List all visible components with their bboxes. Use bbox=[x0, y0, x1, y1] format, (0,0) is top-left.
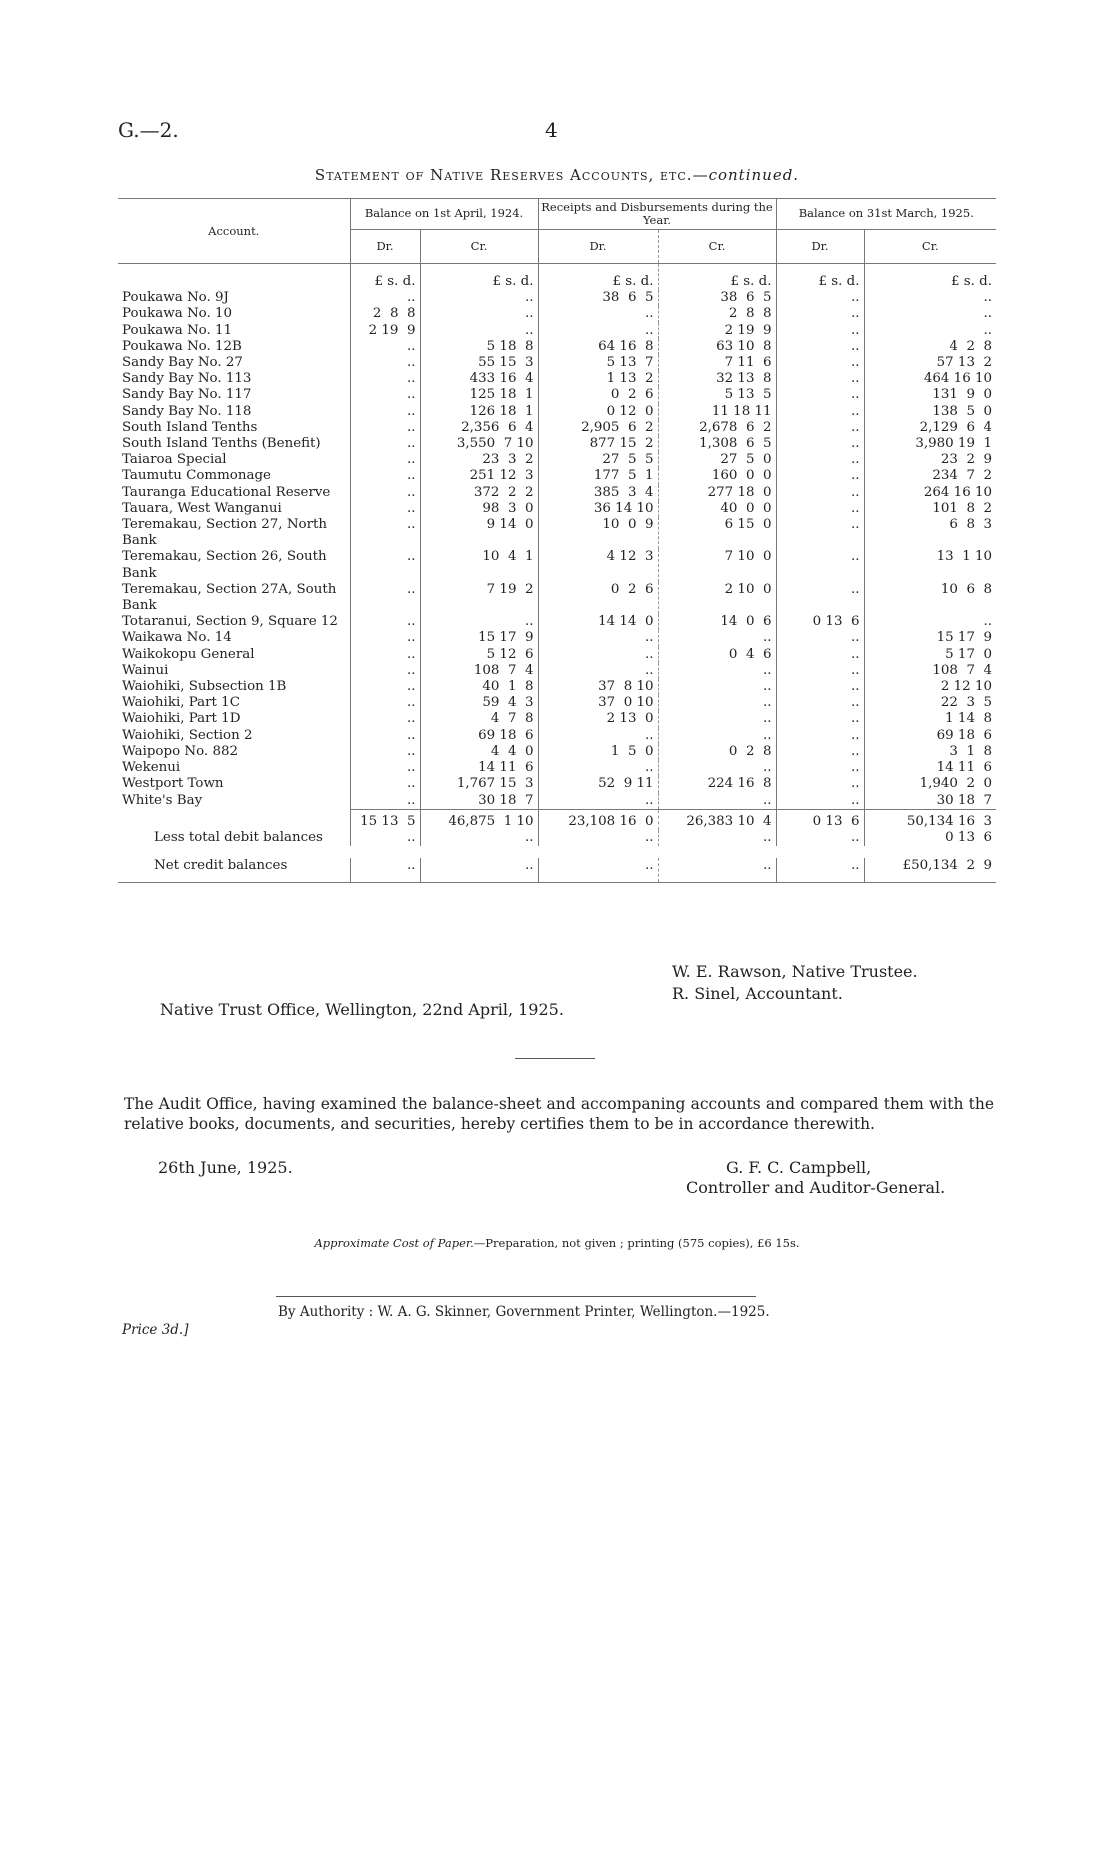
total-cell: 46,875 1 10 bbox=[420, 809, 538, 830]
amount-cell: .. bbox=[776, 711, 864, 727]
amount-cell: 108 7 4 bbox=[864, 663, 996, 679]
account-name: Poukawa No. 12B bbox=[122, 338, 242, 354]
amount-cell: 0 12 0 bbox=[538, 404, 658, 420]
amount-cell: 131 9 0 bbox=[864, 387, 996, 403]
table-row bbox=[118, 711, 996, 727]
header-dr-1924: Dr. bbox=[350, 230, 420, 264]
amount-cell: .. bbox=[776, 452, 864, 468]
divider bbox=[515, 1058, 595, 1059]
table-row bbox=[118, 728, 996, 744]
amount-cell: .. bbox=[776, 695, 864, 711]
table-row bbox=[118, 436, 996, 452]
signature-trustee: W. E. Rawson, Native Trustee. bbox=[672, 962, 918, 981]
amount-cell: .. bbox=[350, 582, 420, 614]
amount-cell: 63 10 8 bbox=[658, 339, 776, 355]
amount-cell: 108 7 4 bbox=[420, 663, 538, 679]
account-name: Taiaroa Special bbox=[122, 452, 227, 468]
amount-cell: .. bbox=[350, 793, 420, 810]
amount-cell: 27 5 0 bbox=[658, 452, 776, 468]
amount-cell: 126 18 1 bbox=[420, 404, 538, 420]
amount-cell: 0 2 6 bbox=[538, 582, 658, 614]
amount-cell: .. bbox=[350, 436, 420, 452]
amount-cell: 22 3 5 bbox=[864, 695, 996, 711]
header-receipts-year: Receipts and Disbursements during the Year. bbox=[538, 199, 776, 230]
amount-cell: .. bbox=[350, 355, 420, 371]
footer-rule bbox=[276, 1296, 756, 1297]
less-cell: .. bbox=[350, 830, 420, 846]
amount-cell: 40 0 0 bbox=[658, 501, 776, 517]
amount-cell: .. bbox=[538, 323, 658, 339]
amount-cell: 69 18 6 bbox=[864, 728, 996, 744]
amount-cell: .. bbox=[350, 776, 420, 792]
amount-cell: 138 5 0 bbox=[864, 404, 996, 420]
amount-cell: 38 6 5 bbox=[538, 290, 658, 306]
less-cell: .. bbox=[538, 830, 658, 846]
table-row bbox=[118, 679, 996, 695]
header-dr-year: Dr. bbox=[538, 230, 658, 264]
page-title bbox=[0, 166, 1114, 184]
amount-cell: 0 13 6 bbox=[776, 614, 864, 630]
amount-cell: 2 8 8 bbox=[658, 306, 776, 322]
amount-cell: 13 1 10 bbox=[864, 549, 996, 581]
amount-cell: .. bbox=[776, 728, 864, 744]
amount-cell: 372 2 2 bbox=[420, 485, 538, 501]
account-name: Waiohiki, Part 1C bbox=[122, 695, 240, 711]
table-row bbox=[118, 663, 996, 679]
table-row bbox=[118, 452, 996, 468]
amount-cell: .. bbox=[776, 663, 864, 679]
amount-cell: 14 11 6 bbox=[864, 760, 996, 776]
amount-cell: .. bbox=[776, 485, 864, 501]
amount-cell: 36 14 10 bbox=[538, 501, 658, 517]
amount-cell: .. bbox=[350, 501, 420, 517]
total-cell: 50,134 16 3 bbox=[864, 809, 996, 830]
page-number: 4 bbox=[545, 118, 558, 142]
amount-cell: .. bbox=[350, 614, 420, 630]
table-row bbox=[118, 614, 996, 630]
amount-cell: 4 4 0 bbox=[420, 744, 538, 760]
header-cr-year: Cr. bbox=[658, 230, 776, 264]
table-row bbox=[118, 549, 996, 581]
authority-text: W. A. G. Skinner, Government Printer, Wellington.—1925. bbox=[377, 1304, 770, 1320]
table-row bbox=[118, 404, 996, 420]
totals-row bbox=[118, 809, 996, 830]
amount-cell: 14 11 6 bbox=[420, 760, 538, 776]
amount-cell: 27 5 5 bbox=[538, 452, 658, 468]
table-row bbox=[118, 420, 996, 436]
amount-cell: 40 1 8 bbox=[420, 679, 538, 695]
audit-date: 26th June, 1925. bbox=[158, 1158, 293, 1177]
table-row bbox=[118, 290, 996, 306]
amount-cell: .. bbox=[350, 711, 420, 727]
amount-cell: .. bbox=[350, 679, 420, 695]
amount-cell: 2 12 10 bbox=[864, 679, 996, 695]
net-cell: .. bbox=[420, 858, 538, 883]
amount-cell: .. bbox=[350, 695, 420, 711]
amount-cell: 57 13 2 bbox=[864, 355, 996, 371]
amount-cell: .. bbox=[658, 728, 776, 744]
amount-cell: .. bbox=[776, 793, 864, 810]
amount-cell: 2,356 6 4 bbox=[420, 420, 538, 436]
amount-cell: .. bbox=[776, 387, 864, 403]
amount-cell: .. bbox=[658, 760, 776, 776]
account-name: Waikawa No. 14 bbox=[122, 630, 232, 646]
cost-text: —Preparation, not given ; printing (575 copies), £6 15s. bbox=[473, 1236, 800, 1250]
amount-cell: 15 17 9 bbox=[864, 630, 996, 646]
amount-cell: 15 17 9 bbox=[420, 630, 538, 646]
price: Price 3d.] bbox=[122, 1322, 189, 1338]
cost-label: Approximate Cost of Paper. bbox=[314, 1236, 474, 1250]
account-name: South Island Tenths (Benefit) bbox=[122, 436, 321, 452]
amount-cell: .. bbox=[776, 339, 864, 355]
authority-label: By Authority : bbox=[278, 1304, 374, 1320]
amount-cell: 37 0 10 bbox=[538, 695, 658, 711]
amount-cell: .. bbox=[350, 549, 420, 581]
amount-cell: .. bbox=[776, 436, 864, 452]
amount-cell: 6 8 3 bbox=[864, 517, 996, 549]
amount-cell: 224 16 8 bbox=[658, 776, 776, 792]
table-row bbox=[118, 387, 996, 403]
amount-cell: 1,940 2 0 bbox=[864, 776, 996, 792]
amount-cell: 2,129 6 4 bbox=[864, 420, 996, 436]
amount-cell: 2,678 6 2 bbox=[658, 420, 776, 436]
amount-cell: .. bbox=[776, 549, 864, 581]
amount-cell: .. bbox=[864, 306, 996, 322]
amount-cell: 0 2 8 bbox=[658, 744, 776, 760]
account-name: Teremakau, Section 27, North Bank bbox=[122, 517, 327, 549]
amount-cell: .. bbox=[350, 760, 420, 776]
amount-cell: .. bbox=[420, 323, 538, 339]
amount-cell: 38 6 5 bbox=[658, 290, 776, 306]
net-cell: .. bbox=[538, 858, 658, 883]
amount-cell: .. bbox=[350, 647, 420, 663]
amount-cell: 4 12 3 bbox=[538, 549, 658, 581]
amount-cell: 10 6 8 bbox=[864, 582, 996, 614]
amount-cell: 30 18 7 bbox=[420, 793, 538, 810]
table-row bbox=[118, 306, 996, 322]
amount-cell: .. bbox=[658, 663, 776, 679]
amount-cell: 64 16 8 bbox=[538, 339, 658, 355]
amount-cell: 160 0 0 bbox=[658, 468, 776, 484]
amount-cell: 55 15 3 bbox=[420, 355, 538, 371]
amount-cell: 6 15 0 bbox=[658, 517, 776, 549]
table-row bbox=[118, 793, 996, 810]
amount-cell: 2 19 9 bbox=[350, 323, 420, 339]
table-row bbox=[118, 744, 996, 760]
amount-cell: 5 12 6 bbox=[420, 647, 538, 663]
account-name: Sandy Bay No. 27 bbox=[122, 355, 243, 371]
amount-cell: 2 13 0 bbox=[538, 711, 658, 727]
amount-cell: 264 16 10 bbox=[864, 485, 996, 501]
amount-cell: .. bbox=[420, 306, 538, 322]
amount-cell: .. bbox=[658, 695, 776, 711]
amount-cell: 2 10 0 bbox=[658, 582, 776, 614]
office-line: Native Trust Office, Wellington, 22nd April, 1925. bbox=[160, 1000, 564, 1019]
amount-cell: .. bbox=[538, 793, 658, 810]
amount-cell: 7 19 2 bbox=[420, 582, 538, 614]
spacer bbox=[118, 846, 996, 858]
amount-cell: 5 18 8 bbox=[420, 339, 538, 355]
amount-cell: .. bbox=[350, 468, 420, 484]
amount-cell: 877 15 2 bbox=[538, 436, 658, 452]
amount-cell: 251 12 3 bbox=[420, 468, 538, 484]
account-name: Poukawa No. 10 bbox=[122, 306, 233, 322]
account-name: Westport Town bbox=[122, 776, 224, 792]
title-suffix: —continued. bbox=[692, 166, 800, 184]
table-row bbox=[118, 468, 996, 484]
account-name: Teremakau, Section 27A, South Bank bbox=[122, 581, 337, 614]
less-cell: .. bbox=[776, 830, 864, 846]
net-cell: .. bbox=[776, 858, 864, 883]
account-name: South Island Tenths bbox=[122, 419, 258, 435]
page-code: G.—2. bbox=[118, 118, 179, 142]
amount-cell: .. bbox=[658, 711, 776, 727]
table-row bbox=[118, 630, 996, 646]
amount-cell: 101 8 2 bbox=[864, 501, 996, 517]
net-cell: .. bbox=[658, 858, 776, 883]
account-name: Tauara, West Wanganui bbox=[122, 500, 282, 516]
amount-cell: 277 18 0 bbox=[658, 485, 776, 501]
amount-cell: 125 18 1 bbox=[420, 387, 538, 403]
amount-cell: 59 4 3 bbox=[420, 695, 538, 711]
totals-label bbox=[118, 809, 350, 830]
amount-cell: 5 13 5 bbox=[658, 387, 776, 403]
amount-cell: 7 11 6 bbox=[658, 355, 776, 371]
header-dr-1925: Dr. bbox=[776, 230, 864, 264]
amount-cell: .. bbox=[350, 290, 420, 306]
amount-cell: 5 13 7 bbox=[538, 355, 658, 371]
amount-cell: 10 4 1 bbox=[420, 549, 538, 581]
table-row bbox=[118, 776, 996, 792]
amount-cell: 3,980 19 1 bbox=[864, 436, 996, 452]
account-name: Waikokopu General bbox=[122, 646, 255, 662]
header-cr-1925: Cr. bbox=[864, 230, 996, 264]
audit-signer: G. F. C. Campbell, bbox=[726, 1158, 872, 1177]
audit-signer-title: Controller and Auditor-General. bbox=[686, 1178, 946, 1197]
header-balance-1924: Balance on 1st April, 1924. bbox=[350, 199, 538, 230]
amount-cell: .. bbox=[350, 630, 420, 646]
accounts-table bbox=[118, 198, 996, 883]
amount-cell: .. bbox=[538, 647, 658, 663]
amount-cell: 69 18 6 bbox=[420, 728, 538, 744]
amount-cell: 23 3 2 bbox=[420, 452, 538, 468]
amount-cell: 1 14 8 bbox=[864, 711, 996, 727]
account-name: Poukawa No. 11 bbox=[122, 322, 233, 338]
amount-cell: 98 3 0 bbox=[420, 501, 538, 517]
cost-note bbox=[0, 1236, 1114, 1250]
less-cell: .. bbox=[658, 830, 776, 846]
amount-cell: .. bbox=[776, 468, 864, 484]
audit-paragraph: The Audit Office, having examined the balance-sheet and accompaning accounts and compared them with the relative books, documents, and securities, hereby certifies them to be in accordance therewith. bbox=[124, 1095, 994, 1133]
net-cell: £50,134 2 9 bbox=[864, 858, 996, 883]
amount-cell: 234 7 2 bbox=[864, 468, 996, 484]
units-label: £ s. d. bbox=[420, 264, 538, 291]
amount-cell: 3,550 7 10 bbox=[420, 436, 538, 452]
amount-cell: 2,905 6 2 bbox=[538, 420, 658, 436]
units-label: £ s. d. bbox=[776, 264, 864, 291]
amount-cell: .. bbox=[350, 728, 420, 744]
amount-cell: 32 13 8 bbox=[658, 371, 776, 387]
amount-cell: .. bbox=[776, 679, 864, 695]
account-name: Tauranga Educational Reserve bbox=[122, 484, 331, 500]
amount-cell: .. bbox=[350, 663, 420, 679]
amount-cell: 4 2 8 bbox=[864, 339, 996, 355]
total-cell: 23,108 16 0 bbox=[538, 809, 658, 830]
amount-cell: 14 14 0 bbox=[538, 614, 658, 630]
net-credit-row bbox=[118, 858, 996, 883]
account-name: Sandy Bay No. 113 bbox=[122, 371, 252, 387]
amount-cell: 1 13 2 bbox=[538, 371, 658, 387]
amount-cell: .. bbox=[350, 404, 420, 420]
account-name: Wainui bbox=[122, 662, 169, 678]
amount-cell: 433 16 4 bbox=[420, 371, 538, 387]
table-row bbox=[118, 485, 996, 501]
amount-cell: .. bbox=[350, 744, 420, 760]
amount-cell: .. bbox=[776, 420, 864, 436]
table-row bbox=[118, 582, 996, 614]
accounts-body bbox=[118, 264, 996, 883]
total-cell: 26,383 10 4 bbox=[658, 809, 776, 830]
amount-cell: .. bbox=[538, 630, 658, 646]
amount-cell: .. bbox=[658, 679, 776, 695]
amount-cell: 5 17 0 bbox=[864, 647, 996, 663]
amount-cell: 9 14 0 bbox=[420, 517, 538, 549]
table-row bbox=[118, 517, 996, 549]
amount-cell: 23 2 9 bbox=[864, 452, 996, 468]
amount-cell: .. bbox=[776, 371, 864, 387]
amount-cell: 4 7 8 bbox=[420, 711, 538, 727]
authority-line bbox=[278, 1304, 770, 1320]
table-row bbox=[118, 339, 996, 355]
table-row bbox=[118, 695, 996, 711]
amount-cell: .. bbox=[864, 614, 996, 630]
amount-cell: .. bbox=[350, 387, 420, 403]
table-row bbox=[118, 323, 996, 339]
account-name: Waipopo No. 882 bbox=[122, 743, 239, 759]
amount-cell: .. bbox=[538, 728, 658, 744]
units-label: £ s. d. bbox=[538, 264, 658, 291]
amount-cell: .. bbox=[776, 582, 864, 614]
amount-cell: 11 18 11 bbox=[658, 404, 776, 420]
net-label: Net credit balances bbox=[154, 858, 288, 874]
amount-cell: .. bbox=[776, 647, 864, 663]
table-row bbox=[118, 760, 996, 776]
account-name: Poukawa No. 9J bbox=[122, 290, 229, 306]
amount-cell: .. bbox=[350, 517, 420, 549]
amount-cell: 1 5 0 bbox=[538, 744, 658, 760]
amount-cell: .. bbox=[776, 501, 864, 517]
title-main: Statement of Native Reserves Accounts, etc. bbox=[314, 166, 693, 184]
amount-cell: .. bbox=[538, 306, 658, 322]
header-account: Account. bbox=[208, 223, 260, 238]
account-name: Waiohiki, Section 2 bbox=[122, 727, 253, 743]
amount-cell: .. bbox=[350, 420, 420, 436]
amount-cell: .. bbox=[776, 306, 864, 322]
header-cr-1924: Cr. bbox=[420, 230, 538, 264]
amount-cell: .. bbox=[538, 663, 658, 679]
amount-cell: .. bbox=[658, 630, 776, 646]
amount-cell: 1,767 15 3 bbox=[420, 776, 538, 792]
amount-cell: 30 18 7 bbox=[864, 793, 996, 810]
net-cell: .. bbox=[350, 858, 420, 883]
less-label: Less total debit balances bbox=[154, 829, 323, 845]
amount-cell: .. bbox=[864, 290, 996, 306]
amount-cell: 52 9 11 bbox=[538, 776, 658, 792]
amount-cell: .. bbox=[776, 630, 864, 646]
amount-cell: .. bbox=[350, 485, 420, 501]
amount-cell: .. bbox=[420, 290, 538, 306]
amount-cell: .. bbox=[776, 760, 864, 776]
amount-cell: 0 4 6 bbox=[658, 647, 776, 663]
amount-cell: 10 0 9 bbox=[538, 517, 658, 549]
amount-cell: .. bbox=[776, 744, 864, 760]
units-label: £ s. d. bbox=[350, 264, 420, 291]
table-row bbox=[118, 355, 996, 371]
amount-cell: 14 0 6 bbox=[658, 614, 776, 630]
spacer-row bbox=[118, 846, 996, 858]
amount-cell: .. bbox=[350, 452, 420, 468]
less-cell: .. bbox=[420, 830, 538, 846]
account-name: Waiohiki, Part 1D bbox=[122, 711, 241, 727]
header-balance-1925: Balance on 31st March, 1925. bbox=[776, 199, 996, 230]
amount-cell: .. bbox=[776, 323, 864, 339]
units-label: £ s. d. bbox=[864, 264, 996, 291]
table-row bbox=[118, 647, 996, 663]
table-row bbox=[118, 371, 996, 387]
amount-cell: .. bbox=[350, 371, 420, 387]
units-label: £ s. d. bbox=[658, 264, 776, 291]
amount-cell: .. bbox=[538, 760, 658, 776]
amount-cell: .. bbox=[658, 793, 776, 810]
amount-cell: 7 10 0 bbox=[658, 549, 776, 581]
total-cell: 0 13 6 bbox=[776, 809, 864, 830]
amount-cell: .. bbox=[776, 355, 864, 371]
amount-cell: 2 19 9 bbox=[658, 323, 776, 339]
account-name: Sandy Bay No. 118 bbox=[122, 403, 252, 419]
table-row bbox=[118, 501, 996, 517]
amount-cell: 0 2 6 bbox=[538, 387, 658, 403]
account-name: Taumutu Commonage bbox=[122, 468, 271, 484]
less-cell: 0 13 6 bbox=[864, 830, 996, 846]
amount-cell: 464 16 10 bbox=[864, 371, 996, 387]
account-name: Sandy Bay No. 117 bbox=[122, 387, 252, 403]
amount-cell: 177 5 1 bbox=[538, 468, 658, 484]
amount-cell: .. bbox=[776, 290, 864, 306]
less-debit-row bbox=[118, 830, 996, 846]
account-name: White's Bay bbox=[122, 792, 203, 808]
amount-cell: .. bbox=[864, 323, 996, 339]
amount-cell: .. bbox=[776, 404, 864, 420]
account-name: Wekenui bbox=[122, 760, 181, 776]
account-name: Waiohiki, Subsection 1B bbox=[122, 679, 287, 695]
amount-cell: .. bbox=[420, 614, 538, 630]
amount-cell: 37 8 10 bbox=[538, 679, 658, 695]
amount-cell: 3 1 8 bbox=[864, 744, 996, 760]
amount-cell: 385 3 4 bbox=[538, 485, 658, 501]
signature-accountant: R. Sinel, Accountant. bbox=[672, 984, 843, 1003]
amount-cell: 2 8 8 bbox=[350, 306, 420, 322]
account-name: Totaranui, Section 9, Square 12 bbox=[122, 614, 338, 630]
amount-cell: 1,308 6 5 bbox=[658, 436, 776, 452]
amount-cell: .. bbox=[776, 517, 864, 549]
amount-cell: .. bbox=[350, 339, 420, 355]
account-name: Teremakau, Section 26, South Bank bbox=[122, 549, 327, 581]
amount-cell: .. bbox=[776, 776, 864, 792]
total-cell: 15 13 5 bbox=[350, 809, 420, 830]
